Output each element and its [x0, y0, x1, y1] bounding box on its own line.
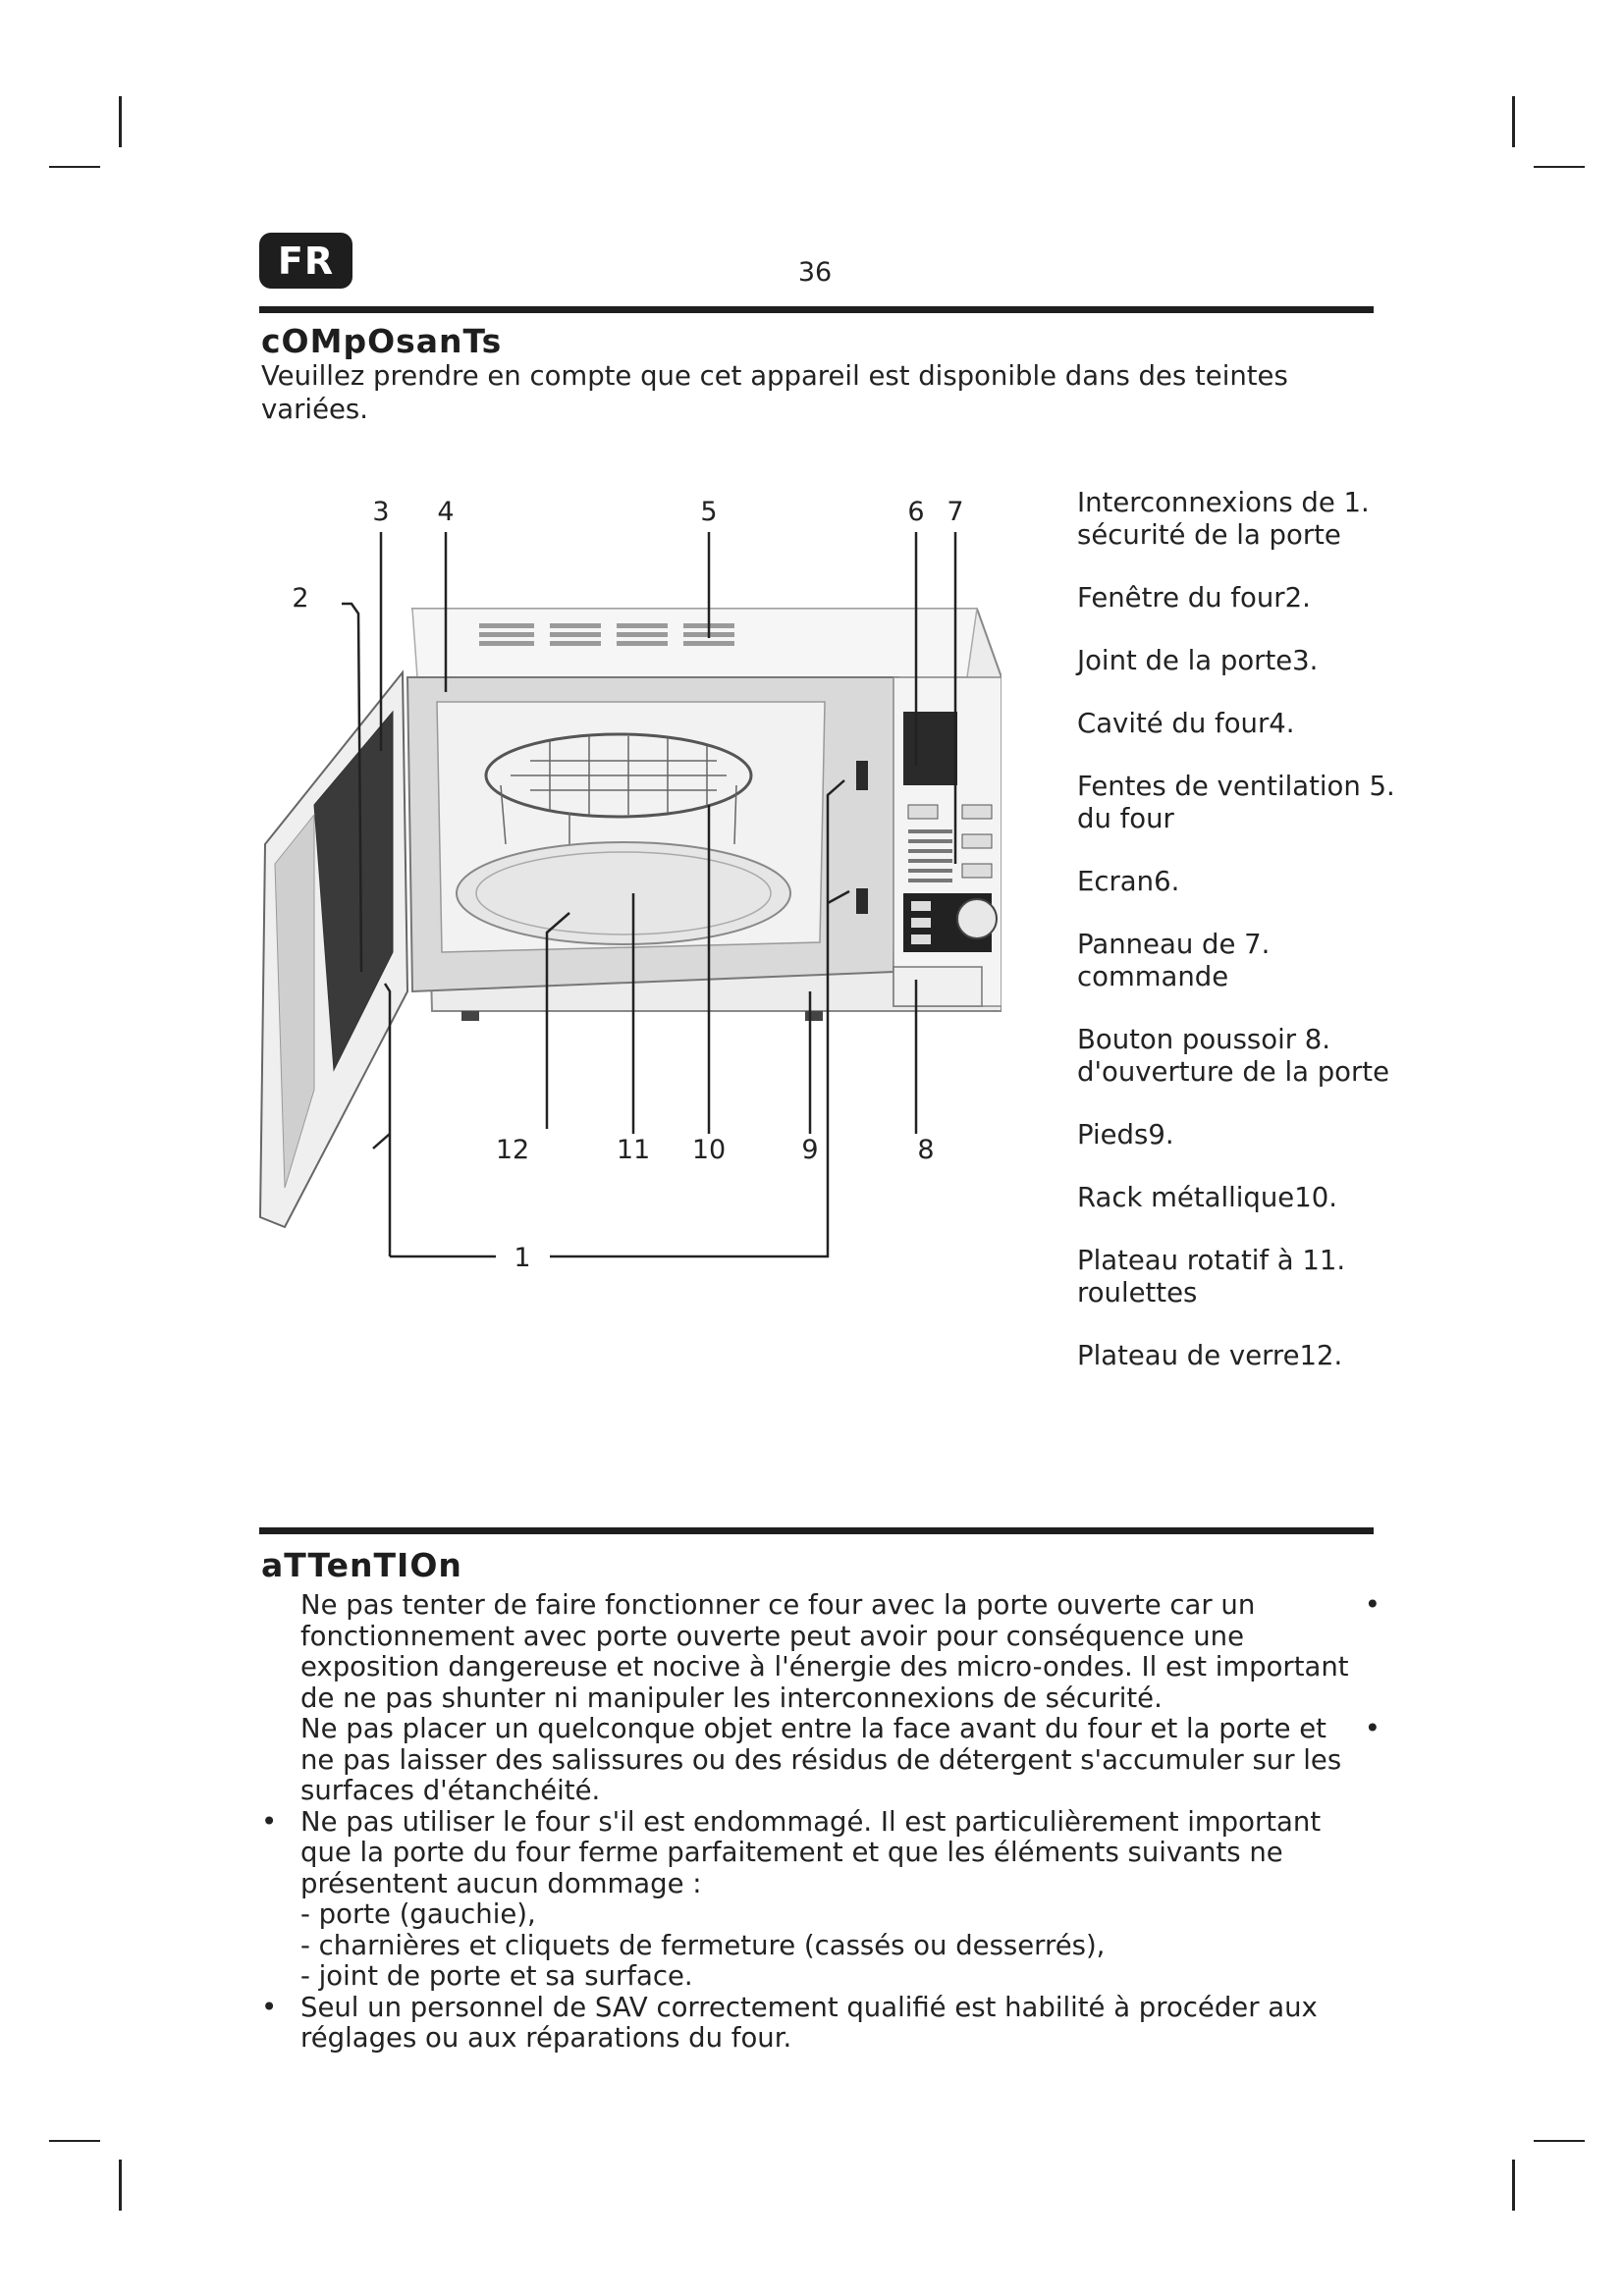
attention-item — [261, 1993, 1380, 2055]
figure-label-2: 2 — [292, 583, 309, 614]
part-item: Pieds9. — [1077, 1119, 1174, 1150]
section-rule — [259, 1527, 1374, 1534]
figure-label-9: 9 — [801, 1135, 819, 1165]
crop-mark — [1534, 2140, 1585, 2142]
bullet-symbol: • — [1364, 1589, 1380, 1621]
part-item: Rack métallique10. — [1077, 1182, 1337, 1213]
attention-text: Ne pas placer un quelconque objet entre la face avant du four et la porte et ne pas laisser des salissures ou des résidus de détergent s'accumuler sur les surfaces d'étanchéité. — [300, 1713, 1342, 1806]
figure-label-1: 1 — [514, 1243, 531, 1273]
figure-label-3: 3 — [372, 497, 390, 527]
attention-item — [261, 1807, 1380, 1900]
part-item: Plateau rotatif à 11. roulettes — [1077, 1245, 1346, 1308]
damage-sub-item: - joint de porte et sa surface. — [300, 1960, 693, 1992]
crop-mark — [1512, 96, 1515, 147]
part-item: Bouton poussoir 8. d'ouverture de la porte — [1077, 1024, 1389, 1088]
components-intro: Veuillez prendre en compte que cet appareil est disponible dans des teintes variées. — [261, 360, 1288, 425]
figure-label-4: 4 — [437, 497, 455, 527]
figure-label-11: 11 — [616, 1135, 651, 1165]
part-item: Fenêtre du four2. — [1077, 582, 1311, 614]
attention-heading: aTTenTIOn — [261, 1546, 462, 1584]
crop-mark — [1512, 2160, 1515, 2211]
part-item: Panneau de 7. commande — [1077, 929, 1271, 992]
attention-text: Ne pas tenter de faire fonctionner ce four avec la porte ouverte car un fonctionnement avec porte ouverte peut avoir pour conséquence une exposition dangereuse et nocive à l'énergie des micro-ondes. Il est important de ne pas shunter ni manipuler les interconnexions de sécurité. — [300, 1589, 1349, 1714]
part-item: Fentes de ventilation 5. du four — [1077, 771, 1395, 834]
figure-label-8: 8 — [917, 1135, 935, 1165]
crop-mark — [49, 166, 100, 168]
bullet-symbol: • — [261, 1991, 278, 2023]
section-rule — [259, 306, 1374, 313]
crop-mark — [119, 2160, 122, 2211]
part-item: Cavité du four4. — [1077, 708, 1295, 739]
attention-item — [261, 1714, 1380, 1807]
microwave-diagram — [255, 481, 1001, 1325]
figure-label-5: 5 — [700, 497, 718, 527]
crop-mark — [119, 96, 122, 147]
figure-label-6: 6 — [907, 497, 925, 527]
page-number: 36 — [797, 257, 833, 288]
figure-label-12: 12 — [495, 1135, 530, 1165]
attention-list — [261, 1590, 1380, 2055]
components-heading: cOMpOsanTs — [261, 322, 503, 360]
parts-list — [1077, 487, 1401, 1403]
language-badge: FR — [259, 233, 352, 289]
figure-label-7: 7 — [947, 497, 964, 527]
crop-mark — [1534, 166, 1585, 168]
crop-mark — [49, 2140, 100, 2142]
attention-item — [261, 1590, 1380, 1714]
attention-text: Seul un personnel de SAV correctement qualifié est habilité à procéder aux réglages ou aux réparations du four. — [300, 1991, 1318, 2054]
bullet-symbol: • — [261, 1805, 278, 1838]
figure-label-10: 10 — [691, 1135, 727, 1165]
attention-text: Ne pas utiliser le four s'il est endommagé. Il est particulièrement important que la porte du four ferme parfaitement et que les éléments suivants ne présentent aucun dommage : — [300, 1805, 1322, 1899]
part-item: Plateau de verre12. — [1077, 1340, 1343, 1371]
damage-sub-item: - porte (gauchie), — [300, 1898, 536, 1930]
part-item: Ecran6. — [1077, 866, 1180, 897]
damage-sub-item: - charnières et cliquets de fermeture (cassés ou desserrés), — [300, 1929, 1106, 1961]
part-item: Interconnexions de 1. sécurité de la porte — [1077, 487, 1370, 551]
bullet-symbol: • — [1364, 1713, 1380, 1744]
microwave-illustration — [255, 481, 1001, 1325]
part-item: Joint de la porte3. — [1077, 645, 1319, 676]
